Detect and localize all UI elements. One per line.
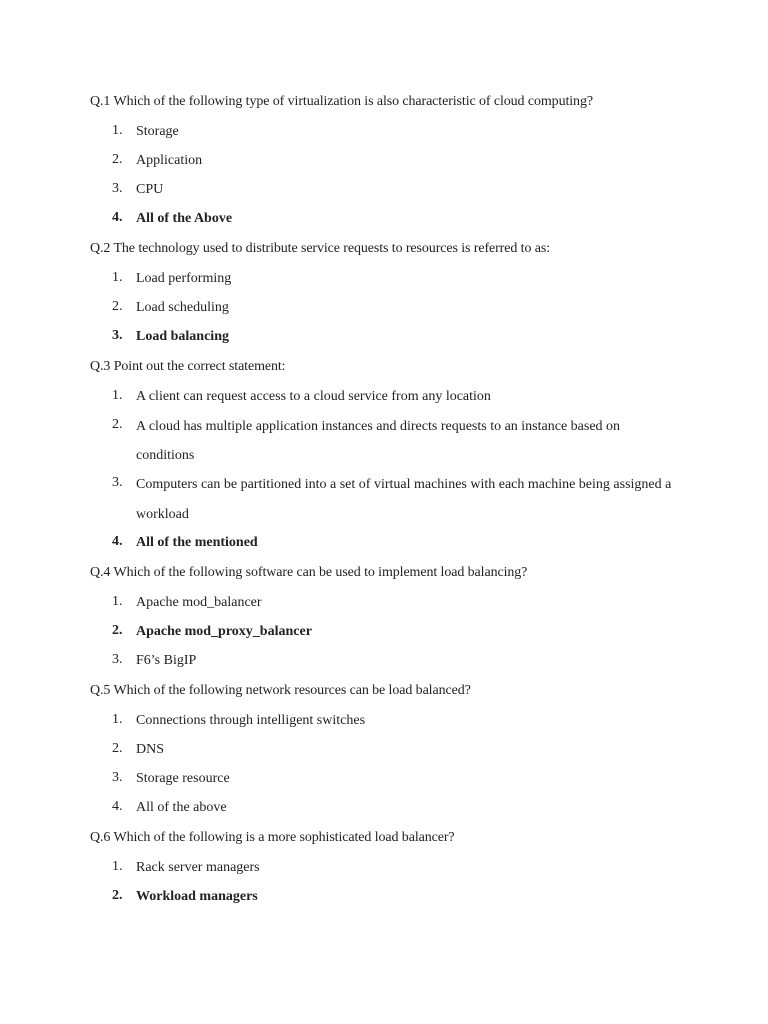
option-number: 3.	[112, 652, 123, 667]
option-text: A cloud has multiple application instances and directs requests to an instance based on conditions	[136, 419, 621, 463]
option-number: 2.	[112, 417, 123, 432]
option-number: 1.	[112, 859, 123, 874]
option-text: All of the Above	[136, 211, 233, 226]
option-text: F6’s BigIP	[136, 653, 197, 668]
question-1: Q.1 Which of the following type of virtualization is also characteristic of cloud computing?	[90, 94, 593, 109]
option-text: Workload managers	[136, 889, 258, 904]
question-6: Q.6 Which of the following is a more sophisticated load balancer?	[90, 830, 455, 845]
option-number: 3.	[112, 475, 123, 490]
question-3: Q.3 Point out the correct statement:	[90, 359, 286, 374]
option-text: All of the mentioned	[136, 535, 258, 550]
option-text: Load balancing	[136, 329, 229, 344]
option-text: All of the above	[136, 800, 227, 815]
option-number: 3.	[112, 770, 123, 785]
option-number: 2.	[112, 741, 123, 756]
option-number: 2.	[112, 299, 123, 314]
option-number: 3.	[112, 181, 123, 196]
option-number: 4.	[112, 534, 123, 549]
option-text: Application	[136, 153, 203, 168]
option-text: Apache mod_proxy_balancer	[136, 624, 312, 639]
option-text: Rack server managers	[136, 860, 260, 875]
option-text: CPU	[136, 182, 164, 197]
option-number: 4.	[112, 799, 123, 814]
option-number: 1.	[112, 123, 123, 138]
option-text: Storage	[136, 124, 179, 139]
question-4: Q.4 Which of the following software can be used to implement load balancing?	[90, 565, 528, 580]
question-2: Q.2 The technology used to distribute service requests to resources is referred to as:	[90, 241, 551, 256]
option-text: Connections through intelligent switches	[136, 713, 366, 728]
option-text: DNS	[136, 742, 165, 757]
option-text: A client can request access to a cloud service from any location	[136, 389, 491, 404]
option-text: Computers can be partitioned into a set of virtual machines with each machine being assigned a workload	[136, 477, 672, 522]
option-number: 1.	[112, 270, 123, 285]
option-text: Storage resource	[136, 771, 230, 786]
option-text: Load scheduling	[136, 300, 229, 315]
question-5: Q.5 Which of the following network resources can be load balanced?	[90, 683, 471, 698]
option-number: 4.	[112, 210, 123, 225]
option-number: 3.	[112, 328, 123, 343]
option-number: 2.	[112, 623, 123, 638]
option-number: 1.	[112, 594, 123, 609]
option-number: 2.	[112, 152, 123, 167]
option-number: 1.	[112, 388, 123, 403]
option-text: Load performing	[136, 271, 232, 286]
option-number: 1.	[112, 712, 123, 727]
option-number: 2.	[112, 888, 123, 903]
option-text: Apache mod_balancer	[136, 595, 262, 610]
